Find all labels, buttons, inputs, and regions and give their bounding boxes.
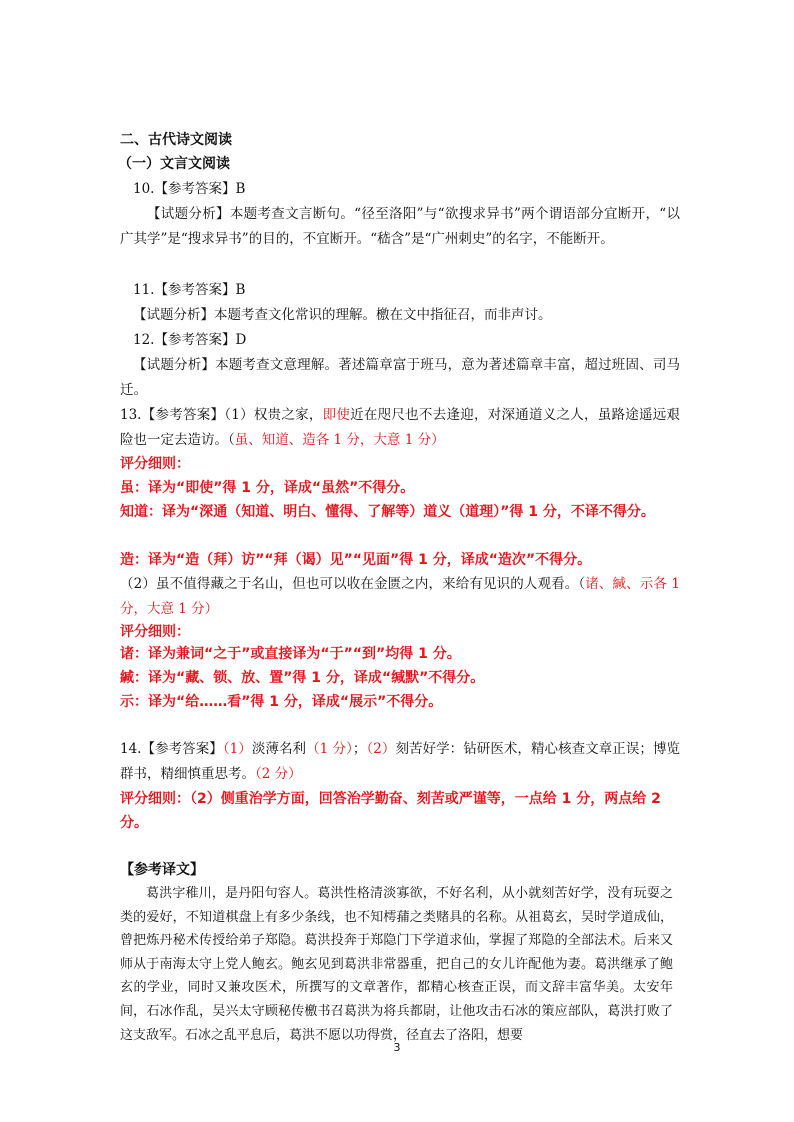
q14-item-2-num: （2） [366, 741, 396, 757]
q13-answer-2-scoring: 诸、緘、示各 1 分，大意 1 分） [120, 576, 680, 617]
q13-rubric-1: 虽：译为“即使”得 1 分，译成“虽然”不得分。 [120, 480, 415, 496]
q13-rubric-5: 緘：译为“藏、锁、放、置”得 1 分，译成“缄默”不得分。 [120, 670, 485, 686]
q12-answer: 12.【参考答案】D [133, 332, 247, 348]
q13-answer-1-text-2: 近在咫尺也不去逢迎，对深通道义之人，虽路途遥远艰险也一定去造访。（ [120, 407, 681, 448]
q13-rubric-3: 造：译为“造（拜）访”“拜（谒）见”“见面”得 1 分，译成“造次”不得分。 [120, 552, 592, 568]
q14-sep: ； [352, 741, 367, 757]
q13-rubric-6: 示：译为“给……看”得 1 分，译成“展示”不得分。 [120, 694, 443, 710]
q11-answer: 11.【参考答案】B [133, 282, 246, 298]
q14-label: 14.【参考答案】 [120, 741, 223, 757]
q13-answer-1-text: 13.【参考答案】（1）权贵之家， [120, 407, 323, 423]
q13-rubric-title: 评分细则： [120, 456, 190, 472]
q10-analysis: 【试题分析】本题考查文言断句。“径至洛阳”与“欲搜求异书”两个谓语部分宜断开，“以广其学”是“搜求异书”的目的，不宜断开。“嵇含”是“广州刺史”的名字，不能断开。 [120, 206, 680, 247]
q10-answer: 10.【参考答案】B [133, 181, 246, 197]
q14-item-2: 刻苦好学：钻研医术，精心核查文章正误；博览群书，精细慎重思考。 [120, 741, 681, 782]
page-number: 3 [393, 1041, 401, 1054]
q13-answer-2 [120, 572, 680, 621]
q14-item-2-score: （2 分） [255, 765, 302, 782]
q13-keyword-jishi: 即使 [322, 407, 351, 423]
q14-item-1-score: （1 分） [306, 741, 353, 757]
translation-text: 葛洪字稚川，是丹阳句容人。葛洪性格清淡寡欲，不好名利，从小就刻苦好学，没有玩耍之类的爱好，不知道棋盘上有多少条线，也不知樗蒱之类赌具的名称。从祖葛玄，吴时学道成仙，曾把炼丹秘术传授给弟子郑隐。葛洪投奔于郑隐门下学道求仙，掌握了郑隐的全部法术。后来又师从于南海太守上党人鲍玄。鲍玄见到葛洪非常器重，把自己的女儿许配他为妻。葛洪继承了鲍玄的学业，同时又兼攻医术，所撰写的文章著作，都精心核查正误，而文辞丰富华美。太安年间，石冰作乱，吴兴太守顾秘传檄书召葛洪为将兵都尉，让他攻击石冰的策应部队，葛洪打败了这支敌军。石冰之乱平息后，葛洪不愿以功得赏，径直去了洛阳，想要 [120, 886, 673, 1043]
q14-answer [120, 737, 680, 786]
q12-analysis: 【试题分析】本题考查文意理解。著述篇章富于班马，意为著述篇章丰富，超过班固、司马迁。 [120, 357, 680, 398]
q13-rubric-2: 知道：译为“深通（知道、明白、懂得、了解等）道义（道理）”得 1 分，不译不得分。 [120, 504, 655, 520]
q11-analysis: 【试题分析】本题考查文化常识的理解。檄在文中指征召，而非声讨。 [133, 307, 552, 323]
section-title: 二、古代诗文阅读 [120, 132, 232, 148]
q14-item-1: 淡薄名利 [251, 741, 307, 757]
subsection-title: （一）文言文阅读 [118, 156, 230, 172]
q13-answer-1-scoring: 虽、知道、造各 1 分，大意 1 分） [234, 431, 445, 448]
q14-rubric: 评分细则：（2）侧重治学方面，回答治学勤奋、刻苦或严谨等，一点给 1 分，两点给 2 分。 [120, 791, 661, 831]
q13-answer-2-text: （2）虽不值得藏之于名山，但也可以收在金匮之内，来给有见识的人观看。（ [120, 576, 586, 592]
q13-rubric-title-2: 评分细则： [120, 624, 190, 640]
q14-item-1-num: （1） [222, 741, 252, 757]
q13-answer-1 [120, 403, 680, 452]
q13-rubric-4: 诸：译为兼词“之于”或直接译为“于”“到”均得 1 分。 [120, 646, 461, 662]
translation-title: 【参考译文】 [120, 862, 204, 878]
